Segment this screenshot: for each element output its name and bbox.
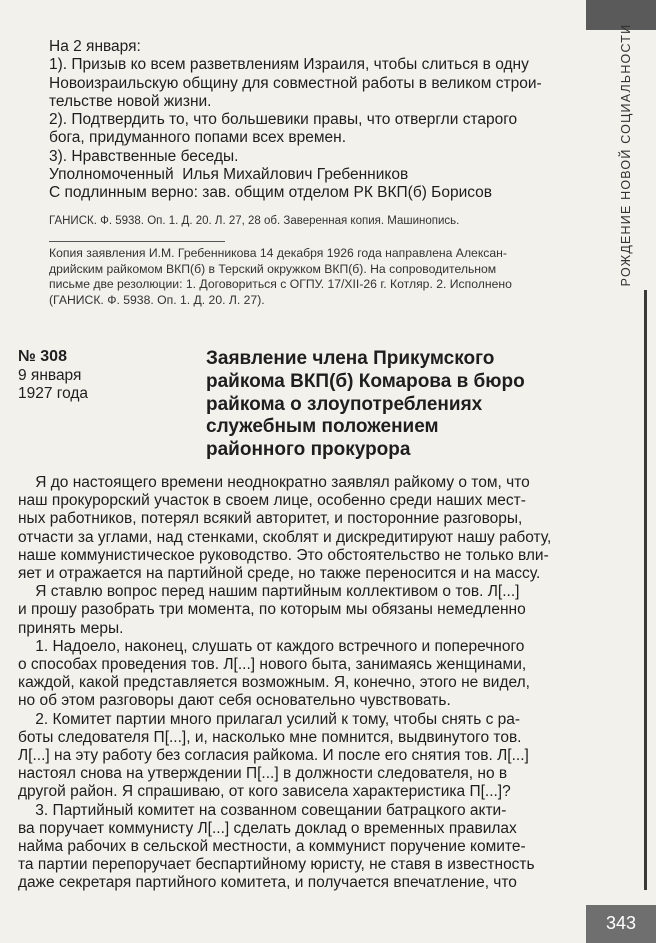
body-line: настоял снова на утверждении П[...] в должности следователя, но в bbox=[18, 765, 508, 783]
body-line: ных работников, потерял всякий авторитет, и посторонние разговоры, bbox=[18, 510, 523, 528]
body-line: Л[...] на эту работу без согласия райкома. И после его снятия тов. Л[...] bbox=[18, 747, 529, 765]
document-date bbox=[18, 367, 168, 403]
text-line: С подлинным верно: зав. общим отделом РК ВКП(б) Борисов bbox=[49, 184, 493, 202]
body-line: Я до настоящего времени неоднократно заявлял райкому о том, что bbox=[18, 474, 530, 491]
text-line: На 2 января: bbox=[49, 38, 141, 55]
date-line: 9 января bbox=[18, 367, 82, 384]
body-line: 2. Комитет партии много прилагал усилий к тому, чтобы снять с ра- bbox=[18, 710, 521, 728]
body-line: другой район. Я спрашиваю, от кого зависела характеристика П[...]? bbox=[18, 783, 511, 801]
page-number-box bbox=[586, 905, 656, 943]
heading-line: Заявление члена Прикумского bbox=[206, 348, 495, 369]
body-line: найма рабочих в сельской местности, а коммунист поручение комите- bbox=[18, 838, 526, 856]
document-number: № 308 bbox=[18, 348, 67, 365]
text-line: бога, придуманного попами всех времен. bbox=[49, 129, 347, 147]
footnote-rule bbox=[49, 241, 225, 242]
text-line: Новоизраильскую общину для совместной работы в великом строи- bbox=[49, 74, 542, 92]
text-line: 2). Подтвердить то, что большевики правы, что отвергли старого bbox=[49, 111, 518, 129]
heading-line: служебным положением bbox=[206, 416, 439, 438]
heading-line: райкома ВКП(б) Комарова в бюро bbox=[206, 370, 525, 392]
body-line: о способах проведения тов. Л[...] нового быта, занимаясь женщинами, bbox=[18, 656, 527, 674]
body-line: наше коммунистическое руководство. Это обстоятельство не только вли- bbox=[18, 546, 549, 564]
footnote-line: (ГАНИСК. Ф. 5938. Оп. 1. Д. 20. Л. 27). bbox=[49, 292, 265, 307]
body-line: ва поручает коммунисту Л[...] сделать доклад о временных правилах bbox=[18, 819, 517, 837]
running-title: РОЖДЕНИЕ НОВОЙ СОЦИАЛЬНОСТИ bbox=[619, 23, 633, 287]
page-number: 343 bbox=[605, 913, 637, 933]
body-line: яет и отражается на партийной среде, но также переносится и на массу. bbox=[18, 565, 541, 583]
body-line: отчасти за углами, над стенками, скоблят и дискредитируют нашу работу, bbox=[18, 528, 552, 546]
footnote-line: письме две резолюции: 1. Договориться с ОГПУ. 17/XII-26 г. Котляр. 2. Исполнено bbox=[49, 277, 512, 292]
body-line: и прошу разобрать три момента, по которым мы обязаны немедленно bbox=[18, 601, 526, 619]
heading-line: районного прокурора bbox=[206, 439, 411, 461]
body-line: та партии перепоручает беспартийному юристу, не ставя в известность bbox=[18, 856, 535, 874]
source-note: ГАНИСК. Ф. 5938. Оп. 1. Д. 20. Л. 27, 28 об. Заверенная копия. Машинопись. bbox=[49, 215, 460, 227]
body-line: 1. Надоело, наконец, слушать от каждого встречного и поперечного bbox=[18, 637, 525, 655]
text-line: тельстве новой жизни. bbox=[49, 92, 212, 110]
footnote bbox=[49, 246, 589, 308]
heading-line: райкома о злоупотреблениях bbox=[206, 393, 483, 415]
margin-rule bbox=[644, 290, 647, 890]
document-heading bbox=[206, 348, 596, 462]
body-line: даже секретаря партийного комитета, и получается впечатление, что bbox=[18, 874, 517, 892]
body-line: наш прокурорский участок в своем лице, особенно среди наших мест- bbox=[18, 492, 526, 510]
footnote-line: дрийским райкомом ВКП(б) в Терский окружком ВКП(б). На сопроводительном bbox=[49, 261, 497, 276]
body-line: боты следователя П[...], и, насколько мне помнится, выдвинутого тов. bbox=[18, 728, 522, 746]
date-line: 1927 года bbox=[18, 385, 89, 402]
text-line: 3). Нравственные беседы. bbox=[49, 147, 239, 165]
body-line: 3. Партийный комитет на созванном совещании батрацкого акти- bbox=[18, 801, 507, 819]
body-line: Я ставлю вопрос перед нашим партийным коллективом о тов. Л[...] bbox=[18, 583, 520, 601]
body-line: но об этом разговоры дают себя основательно чувствовать. bbox=[18, 692, 451, 710]
document-body bbox=[18, 474, 590, 893]
body-line: каждой, какой представляется возможным. Я, конечно, этого не видел, bbox=[18, 674, 530, 692]
text-line: Уполномоченный Илья Михайлович Гребенников bbox=[49, 166, 409, 184]
body-line: принять меры. bbox=[18, 619, 124, 637]
top-text bbox=[49, 38, 589, 203]
footnote-line: Копия заявления И.М. Гребенникова 14 декабря 1926 года направлена Алексан- bbox=[49, 246, 507, 260]
text-line: 1). Призыв ко всем разветвлениям Израиля, чтобы слиться в одну bbox=[49, 56, 529, 74]
